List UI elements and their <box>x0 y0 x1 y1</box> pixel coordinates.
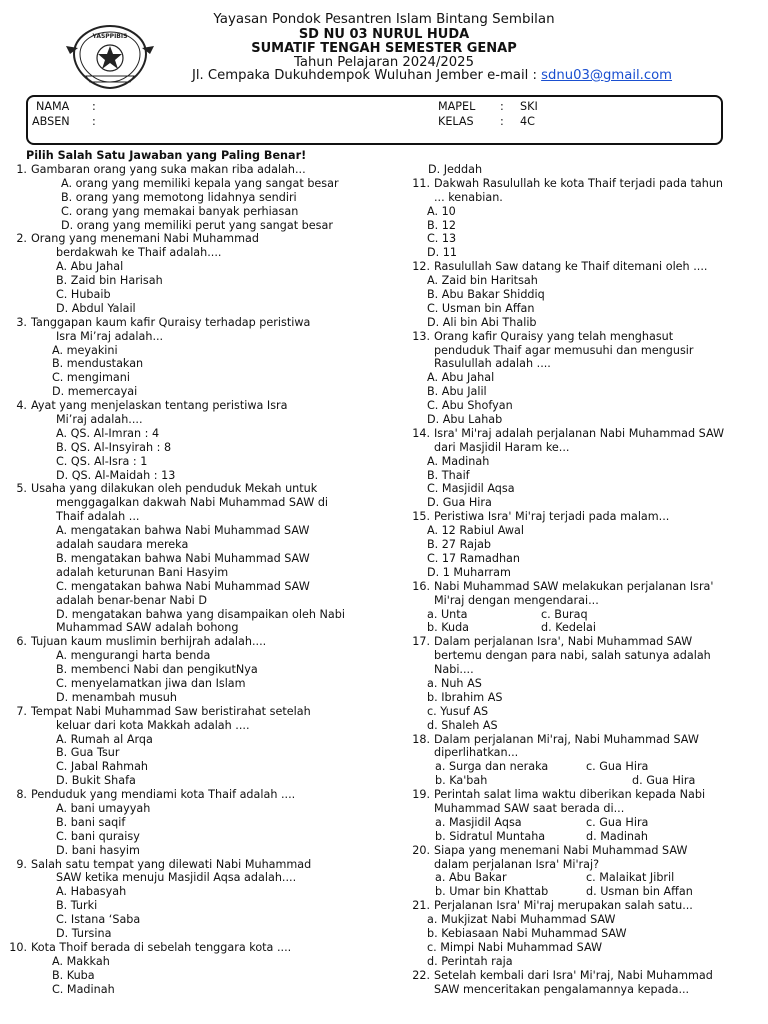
answer-option: A. 10 <box>427 204 456 218</box>
answer-option: bertemu dengan para nabi, salah satunya adalah <box>434 649 711 663</box>
answer-option: C. Istana ‘Saba <box>56 913 141 927</box>
kelas-colon: : <box>500 115 504 128</box>
answer-option: c. Buraq <box>541 607 588 621</box>
question-continuation-line <box>5 885 380 899</box>
question-line <box>408 733 763 747</box>
question-continuation-line <box>408 774 763 788</box>
answer-option: A. bani umayyah <box>56 801 151 815</box>
question-continuation-line <box>408 232 763 246</box>
question-continuation-line <box>408 594 763 608</box>
question-line <box>5 163 380 177</box>
question-line <box>408 260 763 274</box>
question-text: Setelah kembali dari Isra' Mi'raj, Nabi Muhammad <box>434 968 713 982</box>
question-continuation-line <box>5 177 380 191</box>
question-line <box>5 858 380 872</box>
answer-option: Muhammad SAW adalah bohong <box>56 621 239 635</box>
answer-option: SAW menceritakan pengalamannya kepada... <box>434 982 690 996</box>
answer-option: A. Abu Jahal <box>427 371 495 385</box>
question-text: Usaha yang dilakukan oleh penduduk Mekah untuk <box>31 482 318 496</box>
answer-option: d. Shaleh AS <box>427 718 498 732</box>
question-line <box>5 399 380 413</box>
question-number: 18. <box>412 732 430 746</box>
question-text: Orang kafir Quraisy yang telah menghasut <box>434 329 674 343</box>
question-text: Dalam perjalanan Mi'raj, Nabi Muhammad SAW <box>434 732 699 746</box>
question-continuation-line <box>408 955 763 969</box>
address-text: Jl. Cempaka Dukuhdempok Wuluhan Jember e-mail : <box>191 68 542 83</box>
answer-option: b. Ibrahim AS <box>427 690 503 704</box>
question-number: 4. <box>16 399 27 413</box>
question-continuation-line <box>408 219 763 233</box>
answer-option: D. Abdul Yalail <box>56 301 136 315</box>
mapel-colon: : <box>500 100 504 113</box>
question-number: 13. <box>412 329 430 343</box>
answer-option: D. 11 <box>427 246 457 260</box>
question-continuation-line <box>5 746 380 760</box>
answer-option: A. QS. Al-Imran : 4 <box>56 426 160 440</box>
question-line <box>408 635 763 649</box>
question-continuation-line <box>408 455 763 469</box>
question-number: 9. <box>16 857 27 871</box>
question-continuation-line <box>408 316 763 330</box>
question-continuation-line <box>5 538 380 552</box>
answer-option: c. Mimpi Nabi Muhammad SAW <box>427 940 603 954</box>
question-continuation-line <box>408 413 763 427</box>
mapel-label: MAPEL <box>438 100 476 113</box>
answer-option: A. orang yang memiliki kepala yang sangat besar <box>61 176 339 190</box>
question-text: Tanggapan kaum kafir Quraisy terhadap peristiwa <box>31 315 311 329</box>
question-continuation-line <box>408 802 763 816</box>
question-continuation-line <box>408 344 763 358</box>
question-number: 16. <box>412 579 430 593</box>
answer-option: A. meyakini <box>52 343 118 357</box>
question-continuation-line <box>408 941 763 955</box>
question-text: Kota Thoif berada di sebelah tenggara kota .... <box>31 940 292 954</box>
answer-option: A. mengurangi harta benda <box>56 649 211 663</box>
answer-option: a. Unta <box>427 607 468 621</box>
answer-option: a. Masjidil Aqsa <box>435 815 522 829</box>
answer-option: D. menambah musuh <box>56 690 177 704</box>
svg-text:YASPPIBIS: YASPPIBIS <box>92 33 128 40</box>
answer-option: B. mengatakan bahwa Nabi Muhammad SAW <box>56 551 310 565</box>
question-line <box>5 232 380 246</box>
answer-option: A. Rumah al Arqa <box>56 732 153 746</box>
answer-option: D. bani hasyim <box>56 843 140 857</box>
answer-option: B. Turki <box>56 899 98 913</box>
question-line <box>408 427 763 441</box>
question-continuation-line <box>5 816 380 830</box>
answer-option: berdakwah ke Thaif adalah.... <box>56 246 222 260</box>
left-question-column <box>5 163 380 996</box>
question-continuation-line <box>408 385 763 399</box>
answer-option: C. orang yang memakai banyak perhiasan <box>61 204 299 218</box>
question-text: Tempat Nabi Muhammad Saw beristirahat setelah <box>31 704 311 718</box>
answer-option: C. QS. Al-Isra : 1 <box>56 454 148 468</box>
question-continuation-line <box>408 983 763 997</box>
question-continuation-line <box>5 219 380 233</box>
answer-option: b. Kebiasaan Nabi Muhammad SAW <box>427 926 627 940</box>
nama-label: NAMA <box>36 100 70 113</box>
question-continuation-line <box>5 330 380 344</box>
question-number: 17. <box>412 635 430 649</box>
answer-option: A. Madinah <box>427 454 490 468</box>
question-line <box>5 635 380 649</box>
question-continuation-line <box>5 344 380 358</box>
question-continuation-line <box>408 705 763 719</box>
answer-option: B. Abu Jalil <box>427 385 487 399</box>
answer-option: Thaif adalah ... <box>56 510 140 524</box>
answer-option: b. Ka'bah <box>435 774 488 788</box>
academic-year: Tahun Pelajaran 2024/2025 <box>294 55 474 70</box>
answer-option: c. Gua Hira <box>586 760 649 774</box>
answer-option: D. QS. Al-Maidah : 13 <box>56 468 176 482</box>
right-question-column <box>408 163 763 996</box>
nama-colon: : <box>92 100 96 113</box>
question-text: Nabi Muhammad SAW melakukan perjalanan Isra' <box>434 579 714 593</box>
absen-colon: : <box>92 115 96 128</box>
question-continuation-line <box>5 510 380 524</box>
question-text: Peristiwa Isra' Mi'raj terjadi pada malam... <box>434 510 670 524</box>
answer-option: A. Makkah <box>52 954 110 968</box>
answer-option: B. 27 Rajab <box>427 538 492 552</box>
question-text: Perjalanan Isra' Mi'raj merupakan salah satu... <box>434 899 693 913</box>
address-line <box>0 69 768 83</box>
question-continuation-line <box>5 733 380 747</box>
question-continuation-line <box>5 260 380 274</box>
foundation-name: Yayasan Pondok Pesantren Islam Bintang Sembilan <box>213 12 555 27</box>
email-link[interactable]: sdnu03@gmail.com <box>541 68 673 83</box>
question-text: Ayat yang menjelaskan tentang peristiwa Isra <box>31 399 288 413</box>
question-continuation-line <box>5 441 380 455</box>
answer-option: c. Yusuf AS <box>427 704 489 718</box>
question-continuation-line <box>5 649 380 663</box>
answer-option: B. Abu Bakar Shiddiq <box>427 288 545 302</box>
question-continuation-line <box>5 871 380 885</box>
answer-option: Mi'raj dengan mengendarai... <box>434 593 599 607</box>
question-continuation-line <box>5 427 380 441</box>
answer-option: D. 1 Muharram <box>427 565 511 579</box>
question-continuation-line <box>5 719 380 733</box>
answer-option: Mi’raj adalah.... <box>56 413 143 427</box>
answer-option: SAW ketika menuju Masjidil Aqsa adalah.... <box>56 871 297 885</box>
question-line <box>5 788 380 802</box>
question-continuation-line <box>5 802 380 816</box>
answer-option: D. Tursina <box>56 926 112 940</box>
question-continuation-line <box>408 871 763 885</box>
question-continuation-line <box>5 913 380 927</box>
question-continuation-line <box>408 608 763 622</box>
answer-option: a. Abu Bakar <box>435 871 507 885</box>
question-number: 19. <box>412 788 430 802</box>
question-continuation-line <box>408 746 763 760</box>
student-identity-box <box>26 95 723 145</box>
question-text: Penduduk yang mendiami kota Thaif adalah .... <box>31 788 296 802</box>
question-number: 1. <box>16 163 27 176</box>
question-line <box>5 705 380 719</box>
question-number: 2. <box>16 232 27 246</box>
answer-option: C. Hubaib <box>56 288 111 302</box>
question-continuation-line <box>5 455 380 469</box>
exam-header <box>0 0 768 92</box>
answer-option: d. Gua Hira <box>632 774 696 788</box>
answer-option: C. Abu Shofyan <box>427 399 513 413</box>
answer-option: b. Sidratul Muntaha <box>435 829 546 843</box>
question-continuation-line <box>5 760 380 774</box>
answer-option: A. Abu Jahal <box>56 260 124 274</box>
answer-option: D. Gua Hira <box>427 496 492 510</box>
question-number: 6. <box>16 635 27 649</box>
question-continuation-line <box>5 302 380 316</box>
answer-option: c. Gua Hira <box>586 815 649 829</box>
question-continuation-line <box>5 580 380 594</box>
kelas-label: KELAS <box>438 115 474 128</box>
answer-option: B. bani saqif <box>56 815 126 829</box>
answer-option: A. 12 Rabiul Awal <box>427 524 525 538</box>
question-line <box>408 330 763 344</box>
school-name: SD NU 03 NURUL HUDA <box>298 27 470 42</box>
answer-option: B. 12 <box>427 218 457 232</box>
question-line <box>408 580 763 594</box>
mapel-value: SKI <box>520 100 538 113</box>
question-continuation-line <box>408 858 763 872</box>
question-line <box>5 941 380 955</box>
answer-option: C. bani quraisy <box>56 829 140 843</box>
question-continuation-line <box>408 816 763 830</box>
question-continuation-line <box>408 441 763 455</box>
question-number: 12. <box>412 260 430 274</box>
answer-option: a. Surga dan neraka <box>435 760 549 774</box>
question-continuation-line <box>5 594 380 608</box>
question-continuation-line <box>5 357 380 371</box>
exam-title: SUMATIF TENGAH SEMESTER GENAP <box>251 41 517 56</box>
question-continuation-line <box>5 496 380 510</box>
answer-option: D. memercayai <box>52 385 138 399</box>
question-number: 10. <box>9 940 27 954</box>
question-continuation-line <box>5 413 380 427</box>
question-line <box>5 316 380 330</box>
answer-option: Rasulullah adalah .... <box>434 357 551 371</box>
question-continuation-line <box>408 357 763 371</box>
question-line <box>408 899 763 913</box>
answer-option: B. mendustakan <box>52 357 144 371</box>
question-text: Rasulullah Saw datang ke Thaif ditemani oleh .... <box>434 260 708 274</box>
answer-option: B. Kuba <box>52 968 95 982</box>
question-continuation-line <box>408 566 763 580</box>
question-continuation-line <box>5 663 380 677</box>
answer-option: ... kenabian. <box>434 190 503 204</box>
question-line <box>408 177 763 191</box>
question-number: 3. <box>16 315 27 329</box>
answer-option: B. QS. Al-Insyirah : 8 <box>56 440 172 454</box>
answer-option: dalam perjalanan Isra' Mi'raj? <box>434 857 600 871</box>
question-continuation-line <box>408 496 763 510</box>
question-continuation-line <box>408 399 763 413</box>
question-line <box>5 482 380 496</box>
question-line <box>408 844 763 858</box>
answer-option: A. Zaid bin Haritsah <box>427 274 538 288</box>
answer-option: B. Zaid bin Harisah <box>56 274 163 288</box>
question-continuation-line <box>408 649 763 663</box>
question-line <box>408 510 763 524</box>
question-continuation-line <box>5 524 380 538</box>
question-continuation-line <box>5 927 380 941</box>
answer-option: menggagalkan dakwah Nabi Muhammad SAW di <box>56 496 329 510</box>
question-continuation-line <box>5 469 380 483</box>
answer-option: adalah keturunan Bani Hasyim <box>56 565 229 579</box>
question-continuation-line <box>408 830 763 844</box>
question-continuation-line <box>5 969 380 983</box>
answer-option: B. membenci Nabi dan pengikutNya <box>56 663 258 677</box>
question-text: Salah satu tempat yang dilewati Nabi Muhammad <box>31 857 312 871</box>
question-continuation-line <box>408 621 763 635</box>
answer-option: C. 13 <box>427 232 457 246</box>
question-number: 7. <box>16 704 27 718</box>
question-continuation-line <box>408 288 763 302</box>
question-continuation-line <box>5 830 380 844</box>
question-text: Gambaran orang yang suka makan riba adalah... <box>31 163 306 176</box>
answer-option: adalah saudara mereka <box>56 538 189 552</box>
answer-option: d. Perintah raja <box>427 954 513 968</box>
question-continuation-line <box>5 608 380 622</box>
answer-option: D. Bukit Shafa <box>56 774 136 788</box>
answer-option: dari Masjidil Haram ke... <box>434 440 570 454</box>
answer-option: b. Kuda <box>427 621 470 635</box>
answer-option: a. Nuh AS <box>427 676 482 690</box>
question-continuation-line <box>5 191 380 205</box>
answer-option: D. mengatakan bahwa yang disampaikan oleh Nabi <box>56 607 345 621</box>
question-number: 20. <box>412 843 430 857</box>
answer-option: d. Usman bin Affan <box>586 885 693 899</box>
question-continuation-line <box>408 719 763 733</box>
question-number: 22. <box>412 968 430 982</box>
question-continuation-line <box>408 691 763 705</box>
question-continuation-line <box>408 302 763 316</box>
question-number: 15. <box>412 510 430 524</box>
question-continuation-line <box>5 552 380 566</box>
absen-label: ABSEN <box>32 115 70 128</box>
question-continuation-line <box>5 844 380 858</box>
answer-option: d. Madinah <box>586 829 648 843</box>
answer-option: a. Mukjizat Nabi Muhammad SAW <box>427 913 616 927</box>
answer-option: diperlihatkan... <box>434 746 519 760</box>
question-continuation-line <box>5 371 380 385</box>
answer-option: D. Jeddah <box>428 163 483 176</box>
question-continuation-line <box>408 205 763 219</box>
question-continuation-line <box>408 163 763 177</box>
question-line <box>408 788 763 802</box>
answer-option: C. menyelamatkan jiwa dan Islam <box>56 676 246 690</box>
answer-option: Nabi.... <box>434 663 474 677</box>
question-text: Perintah salat lima waktu diberikan kepada Nabi <box>434 788 706 802</box>
question-number: 14. <box>412 426 430 440</box>
question-continuation-line <box>408 760 763 774</box>
answer-option: penduduk Thaif agar memusuhi dan mengusir <box>434 343 694 357</box>
question-continuation-line <box>5 955 380 969</box>
answer-option: D. Abu Lahab <box>427 413 503 427</box>
kelas-value: 4C <box>520 115 535 128</box>
answer-option: C. mengimani <box>52 371 130 385</box>
question-number: 11. <box>412 176 430 190</box>
question-text: Siapa yang menemani Nabi Muhammad SAW <box>434 843 688 857</box>
answer-option: C. Masjidil Aqsa <box>427 482 515 496</box>
question-continuation-line <box>5 205 380 219</box>
question-continuation-line <box>5 621 380 635</box>
question-continuation-line <box>408 482 763 496</box>
question-continuation-line <box>408 663 763 677</box>
question-text: Dakwah Rasulullah ke kota Thaif terjadi pada tahun <box>434 176 724 190</box>
answer-option: c. Malaikat Jibril <box>586 871 675 885</box>
answer-option: Isra Mi’raj adalah... <box>56 329 164 343</box>
question-continuation-line <box>5 899 380 913</box>
question-text: Orang yang menemani Nabi Muhammad <box>31 232 259 246</box>
answer-option: C. Usman bin Affan <box>427 301 535 315</box>
question-continuation-line <box>408 913 763 927</box>
answer-option: B. orang yang memotong lidahnya sendiri <box>61 190 297 204</box>
question-continuation-line <box>5 274 380 288</box>
answer-option: C. 17 Ramadhan <box>427 551 520 565</box>
question-continuation-line <box>5 983 380 997</box>
question-number: 8. <box>16 788 27 802</box>
question-continuation-line <box>5 566 380 580</box>
question-continuation-line <box>408 191 763 205</box>
question-continuation-line <box>408 246 763 260</box>
answer-option: C. Madinah <box>52 982 115 996</box>
answer-option: B. Gua Tsur <box>56 746 120 760</box>
question-continuation-line <box>408 469 763 483</box>
question-continuation-line <box>408 552 763 566</box>
instruction-heading: Pilih Salah Satu Jawaban yang Paling Benar! <box>26 149 307 162</box>
question-number: 5. <box>16 482 27 496</box>
question-continuation-line <box>408 538 763 552</box>
question-continuation-line <box>5 246 380 260</box>
question-continuation-line <box>408 371 763 385</box>
question-text: Dalam perjalanan Isra', Nabi Muhammad SAW <box>434 635 693 649</box>
question-continuation-line <box>5 774 380 788</box>
question-continuation-line <box>408 677 763 691</box>
answer-option: C. Jabal Rahmah <box>56 760 149 774</box>
question-continuation-line <box>5 677 380 691</box>
answer-option: A. Habasyah <box>56 885 127 899</box>
question-continuation-line <box>408 524 763 538</box>
answer-option: Muhammad SAW saat berada di... <box>434 801 625 815</box>
question-line <box>408 969 763 983</box>
answer-option: B. Thaif <box>427 468 470 482</box>
answer-option: D. Ali bin Abi Thalib <box>427 315 537 329</box>
answer-option: d. Kedelai <box>541 621 596 635</box>
answer-option: D. orang yang memiliki perut yang sangat besar <box>61 218 333 232</box>
answer-option: b. Umar bin Khattab <box>435 885 549 899</box>
question-number: 21. <box>412 899 430 913</box>
question-continuation-line <box>5 385 380 399</box>
question-continuation-line <box>5 691 380 705</box>
question-continuation-line <box>408 274 763 288</box>
question-continuation-line <box>5 288 380 302</box>
answer-option: A. mengatakan bahwa Nabi Muhammad SAW <box>56 524 310 538</box>
question-text: Isra' Mi'raj adalah perjalanan Nabi Muhammad SAW <box>434 426 725 440</box>
question-text: Tujuan kaum muslimin berhijrah adalah.... <box>31 635 267 649</box>
answer-option: C. mengatakan bahwa Nabi Muhammad SAW <box>56 579 310 593</box>
answer-option: adalah benar-benar Nabi D <box>56 593 207 607</box>
question-continuation-line <box>408 927 763 941</box>
question-continuation-line <box>408 885 763 899</box>
answer-option: keluar dari kota Makkah adalah .... <box>56 718 250 732</box>
